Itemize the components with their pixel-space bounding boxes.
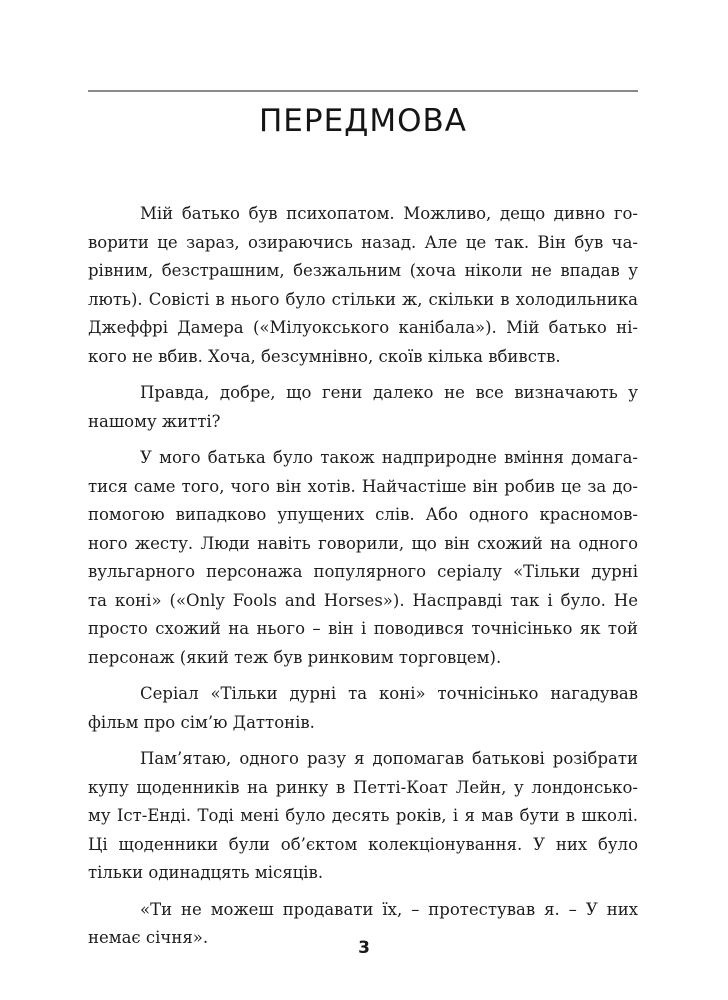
header-rule (88, 90, 638, 92)
paragraph-2 (88, 379, 638, 436)
text-line: тільки одинадцять місяців. (88, 863, 324, 882)
text-line: тися саме того, чого він хотів. Найчастіше він робив це за до- (88, 476, 638, 496)
text-line: нашому житті? (88, 411, 221, 431)
text-line: купу щоденників на ринку в Петті-Коат Лейн, у лондонсько- (88, 777, 638, 797)
text-line: фільм про сім’ю Даттонів. (88, 712, 315, 732)
text-line: помогою випадково упущених слів. Або одного красномов- (88, 505, 638, 524)
text-line: Ці щоденники були об’єктом колекціонування. У них було (88, 834, 638, 854)
text-line: «Ти не можеш продавати їх, – протестував я. – У них (140, 899, 638, 919)
text-line: немає січня». (88, 928, 209, 947)
text-line: вульгарного персонажа популярного серіалу «Тільки дурні (88, 562, 638, 581)
body-text (88, 200, 638, 961)
text-line: му Іст-Енді. Тоді мені було десять років, і я мав бути в школі. (88, 806, 638, 825)
paragraph-3 (88, 444, 638, 672)
text-line: рівним, безстрашним, безжальним (хоча ніколи не впадав у (88, 261, 638, 280)
text-line: Пам’ятаю, одного разу я допомагав батькові розібрати (140, 749, 638, 768)
chapter-title: ПЕРЕДМОВА (258, 103, 468, 139)
text-line: Джеффрі Дамера («Мілуокського канібала»). Мій батько ні- (88, 318, 638, 337)
text-line: кого не вбив. Хоча, безсумнівно, скоїв кілька вбивств. (88, 346, 561, 366)
paragraph-4 (88, 680, 638, 737)
text-line: Мій батько був психопатом. Можливо, дещо дивно го- (140, 204, 638, 223)
paragraph-1 (88, 200, 638, 371)
text-line: та коні» («Only Fools and Horses»). Насправді так і було. Не (88, 590, 638, 610)
text-line: Серіал «Тільки дурні та коні» точнісінько нагадував (140, 684, 638, 703)
text-line: персонаж (який теж був ринковим торговцем). (88, 647, 502, 667)
paragraph-5 (88, 745, 638, 888)
text-line: ного жесту. Люди навіть говорили, що він схожий на одного (88, 533, 638, 553)
text-line: просто схожий на нього – він і поводився точнісінько як той (88, 619, 638, 638)
page-number: 3 (358, 938, 370, 958)
text-line: Правда, добре, що гени далеко не все визначають у (140, 383, 638, 402)
text-line: У мого батька було також надприродне вміння домага- (140, 448, 638, 467)
text-line: ворити це зараз, озираючись назад. Але це так. Він був ча- (88, 232, 638, 252)
text-line: лють). Совісті в нього було стільки ж, скільки в холодильника (88, 289, 638, 309)
